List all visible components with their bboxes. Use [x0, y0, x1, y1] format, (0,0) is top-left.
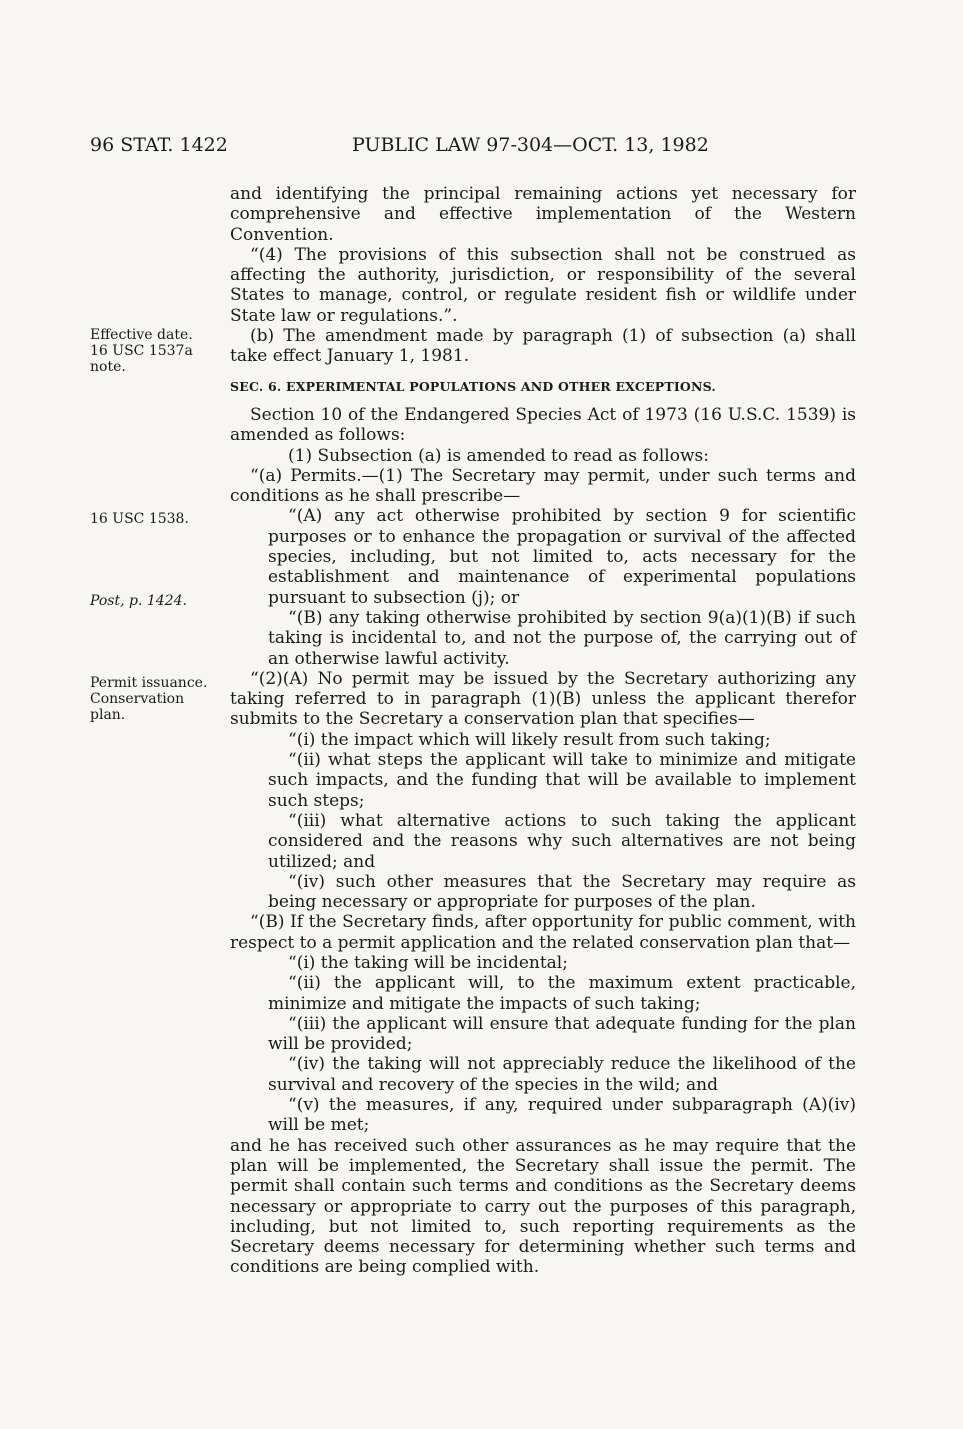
paragraph: “(4) The provisions of this subsection shall not be construed as affecting the authority, jurisdiction, or responsibility of the several States to manage, control, or regulate resident fish or wildlife under State law or regulations.”.	[230, 244, 856, 326]
body-text	[230, 184, 856, 1278]
paragraph: “(a) Permits.—(1) The Secretary may permit, under such terms and conditions as he shall prescribe—	[230, 465, 856, 507]
paragraph: “(B) If the Secretary finds, after opportunity for public comment, with respect to a permit application and the related conservation plan that—	[230, 912, 856, 953]
paragraph: and he has received such other assurances as he may require that the plan will be implemented, the Secretary shall issue the permit. The permit shall contain such terms and conditions as the Secretary deems necessary or appropriate to carry out the purposes of this paragraph, including, but not limited to, such reporting requirements as the Secretary deems necessary for determining whether such terms and conditions are being complied with.	[230, 1135, 856, 1278]
paragraph: “(A) any act otherwise prohibited by section 9 for scientific purposes or to enhance the propagation or survival of the affected species, including, but not limited to, acts necessary for the establishment and maintenance of experimental populations pursuant to subsection (j); or	[268, 506, 856, 608]
paragraph: “(iii) the applicant will ensure that adequate funding for the plan will be provided;	[268, 1013, 856, 1055]
margin-note-permit-issuance: Permit issuance. Conservation plan.	[90, 675, 208, 723]
paragraph: “(i) the taking will be incidental;	[288, 952, 568, 973]
paragraph: “(B) any taking otherwise prohibited by section 9(a)(1)(B) if such taking is incidental to, and not the purpose of, the carrying out of an otherwise lawful activity.	[268, 607, 856, 669]
paragraph: (1) Subsection (a) is amended to read as follows:	[288, 445, 709, 466]
paragraph: “(i) the impact which will likely result from such taking;	[288, 729, 771, 750]
paragraph: “(iv) the taking will not appreciably reduce the likelihood of the survival and recovery of the species in the wild; and	[268, 1054, 856, 1095]
running-head: PUBLIC LAW 97-304—OCT. 13, 1982	[352, 134, 709, 156]
statute-page-number: 96 STAT. 1422	[90, 134, 228, 156]
section-heading: SEC. 6. EXPERIMENTAL POPULATIONS AND OTHER EXCEPTIONS.	[230, 378, 716, 394]
paragraph: Section 10 of the Endangered Species Act of 1973 (16 U.S.C. 1539) is amended as follows:	[230, 404, 856, 446]
paragraph: “(ii) what steps the applicant will take to minimize and mitigate such impacts, and the funding that will be available to implement such steps;	[268, 750, 856, 811]
paragraph: “(v) the measures, if any, required under subparagraph (A)(iv) will be met;	[268, 1095, 856, 1136]
paragraph: “(ii) the applicant will, to the maximum extent practicable, minimize and mitigate the impacts of such taking;	[268, 973, 856, 1014]
paragraph: (b) The amendment made by paragraph (1) of subsection (a) shall take effect January 1, 1981.	[230, 326, 856, 367]
margin-note-effective-date: Effective date. 16 USC 1537a note.	[90, 327, 193, 375]
paragraph: and identifying the principal remaining actions yet necessary for comprehensive and effective implementation of the Western Convention.	[230, 184, 856, 245]
paragraph: “(2)(A) No permit may be issued by the Secretary authorizing any taking referred to in paragraph (1)(B) unless the applicant therefor submits to the Secretary a conservation plan that specifies—	[230, 668, 856, 730]
page-header	[90, 134, 870, 162]
margin-note-post: Post, p. 1424.	[90, 593, 187, 609]
paragraph: “(iii) what alternative actions to such taking the applicant considered and the reasons why such alternatives are not being utilized; and	[268, 810, 856, 872]
paragraph: “(iv) such other measures that the Secretary may require as being necessary or appropriate for purposes of the plan.	[268, 871, 856, 913]
margin-note-usc-1538: 16 USC 1538.	[90, 511, 189, 527]
